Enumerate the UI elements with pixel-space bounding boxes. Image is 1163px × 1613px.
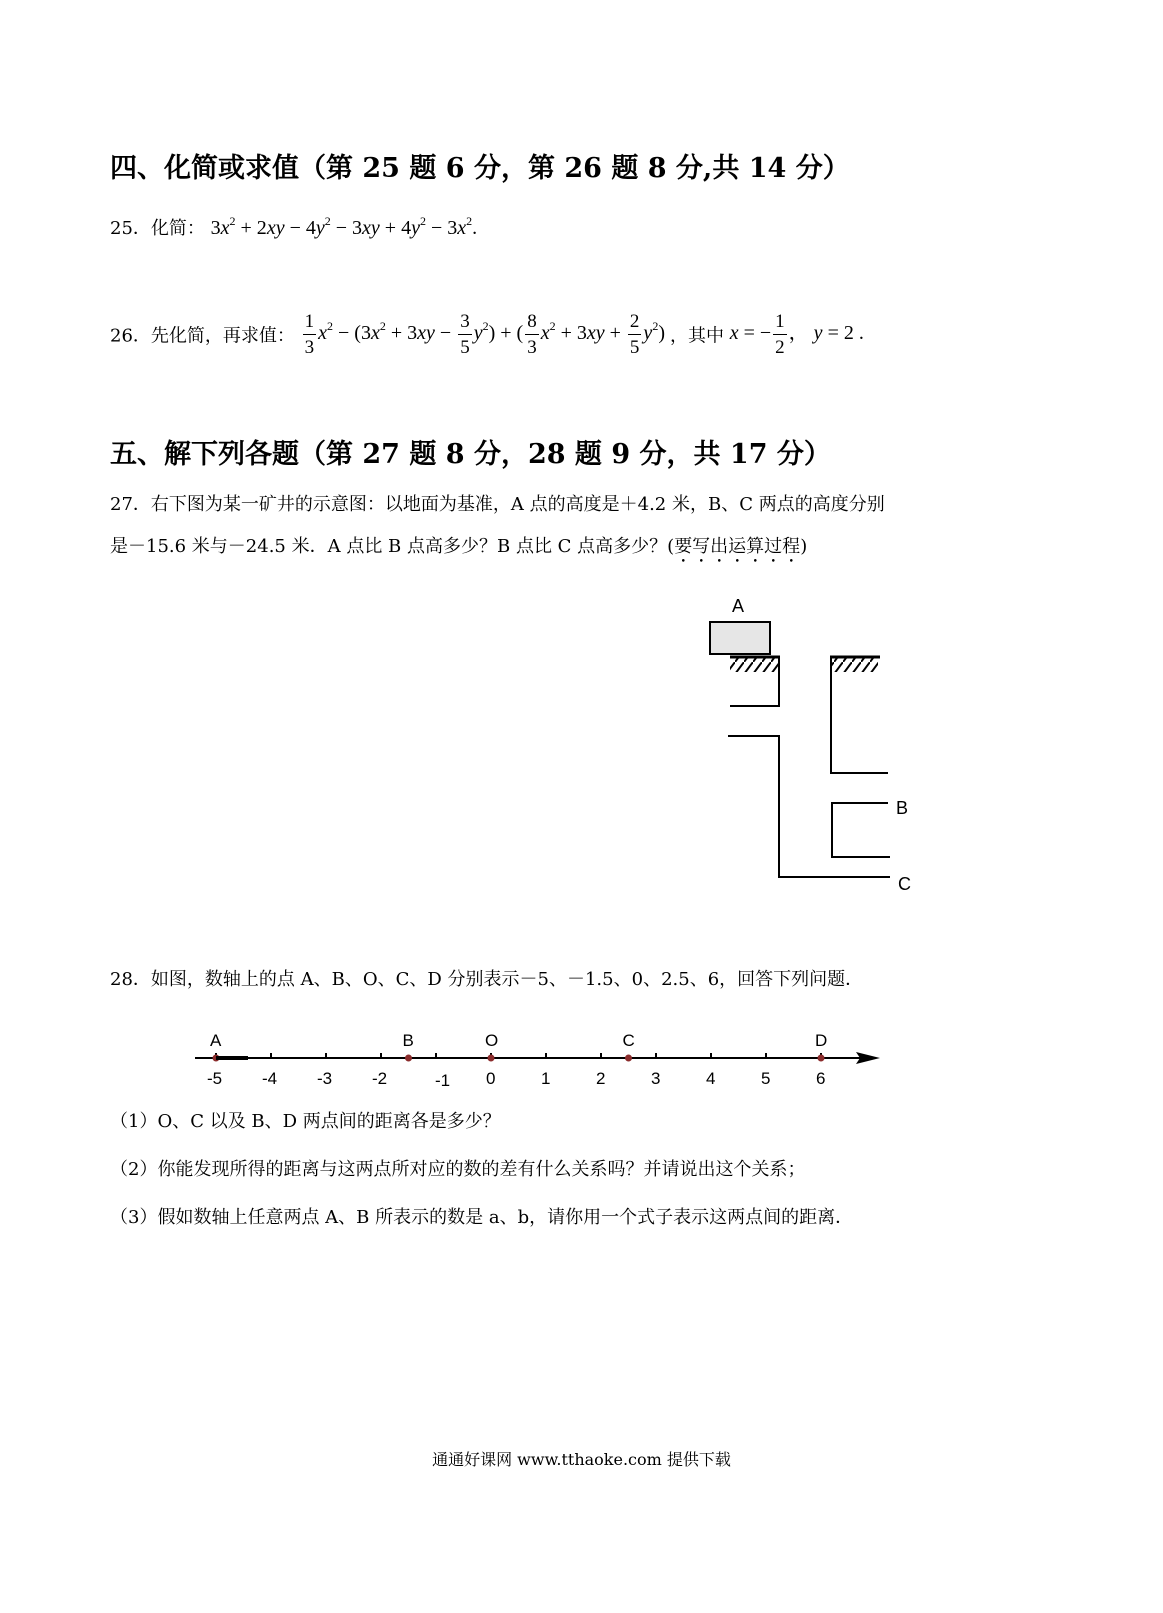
point-label-B: B — [402, 1031, 414, 1050]
number-line — [190, 1020, 890, 1100]
mine-shaft-diagram — [690, 590, 930, 900]
tick-label-0: 0 — [486, 1069, 496, 1088]
tick-label--4: -4 — [262, 1069, 278, 1088]
point-label-A: A — [210, 1031, 222, 1050]
question-26-values: x = − $\frac{1}{2}$ ， y = 2 . — [729, 311, 864, 358]
label-c: C — [898, 874, 911, 894]
right-hatch — [830, 658, 878, 672]
label-b: B — [896, 798, 909, 818]
question-28-intro: 28．如图，数轴上的点 A、B、O、C、D 分别表示－5、－1.5、0、2.5、6，回答下列问题． — [110, 969, 864, 990]
tick-label--1: -1 — [435, 1071, 451, 1090]
tick-label-4: 4 — [706, 1069, 716, 1088]
label-a: A — [732, 596, 745, 616]
point-O — [488, 1055, 495, 1062]
point-C — [625, 1055, 632, 1062]
footer: 通通好课网 www.tthaoke.com 提供下载 — [432, 1450, 731, 1469]
shaft-left-lower — [728, 736, 890, 877]
tick-label-2: 2 — [596, 1069, 606, 1088]
section-5-heading: 五、解下列各题（第 27 题 8 分，28 题 9 分，共 17 分） — [110, 439, 831, 470]
question-26 — [110, 312, 864, 357]
point-label-C: C — [622, 1031, 635, 1050]
tick-label-3: 3 — [651, 1069, 661, 1088]
point-D — [818, 1055, 825, 1062]
question-28-part-2: （2）你能发现所得的距离与这两点所对应的数的差有什么关系吗？并请说出这个关系； — [110, 1159, 806, 1180]
question-26-label: 26．先化简，再求值： — [110, 325, 295, 347]
question-27-line-1: 27．右下图为某一矿井的示意图：以地面为基准，A 点的高度是＋4.2 米，B、C 两点的高度分别 — [110, 494, 885, 515]
tick-label-6: 6 — [816, 1069, 826, 1088]
question-28-part-3: （3）假如数轴上任意两点 A、B 所表示的数是 a、b，请你用一个式子表示这两点间的距离． — [110, 1207, 854, 1228]
question-25-label: 25．化简： — [110, 218, 205, 239]
point-label-O: O — [485, 1031, 499, 1050]
question-26-expression: $\frac{1}{3}$ $x^2 - (3x^2 + 3xy$ − $\frac{3}{5}$ $y^2$) + ( $\frac{8}{3}$ $x^2 + 3xy$ + $\frac{2}{5}$ $y^2$) — [304, 311, 670, 358]
question-27-emphasis: 要写出运算过程 — [674, 536, 801, 557]
left-hatch — [730, 658, 778, 672]
tick-label--2: -2 — [372, 1069, 388, 1088]
question-27-line-2-text: 是－15.6 米与－24.5 米．A 点比 B 点高多少？B 点比 C 点高多少？( — [110, 536, 675, 557]
question-28-part-1: （1）O、C 以及 B、D 两点间的距离各是多少？ — [110, 1111, 501, 1132]
tick-label-1: 1 — [541, 1069, 551, 1088]
tick-label-5: 5 — [761, 1069, 771, 1088]
question-25-expression: $3x^2 + 2xy - 4y^2 - 3xy + 4y^2 - 3x^2$. — [210, 214, 478, 239]
shaft-right-b — [832, 803, 890, 857]
question-26-where: ，其中 — [669, 325, 724, 347]
point-B — [405, 1055, 412, 1062]
shaft-right-upper — [831, 657, 888, 773]
ground-block — [710, 622, 770, 654]
section-4-heading: 四、化简或求值（第 25 题 6 分，第 26 题 8 分,共 14 分） — [110, 153, 850, 184]
tick-label--5: -5 — [207, 1069, 223, 1088]
question-27-line-2-end: ) — [800, 536, 808, 557]
point-label-D: D — [815, 1031, 828, 1050]
tick-label--3: -3 — [317, 1069, 333, 1088]
question-25 — [110, 214, 477, 240]
question-27-line-2 — [110, 532, 807, 567]
